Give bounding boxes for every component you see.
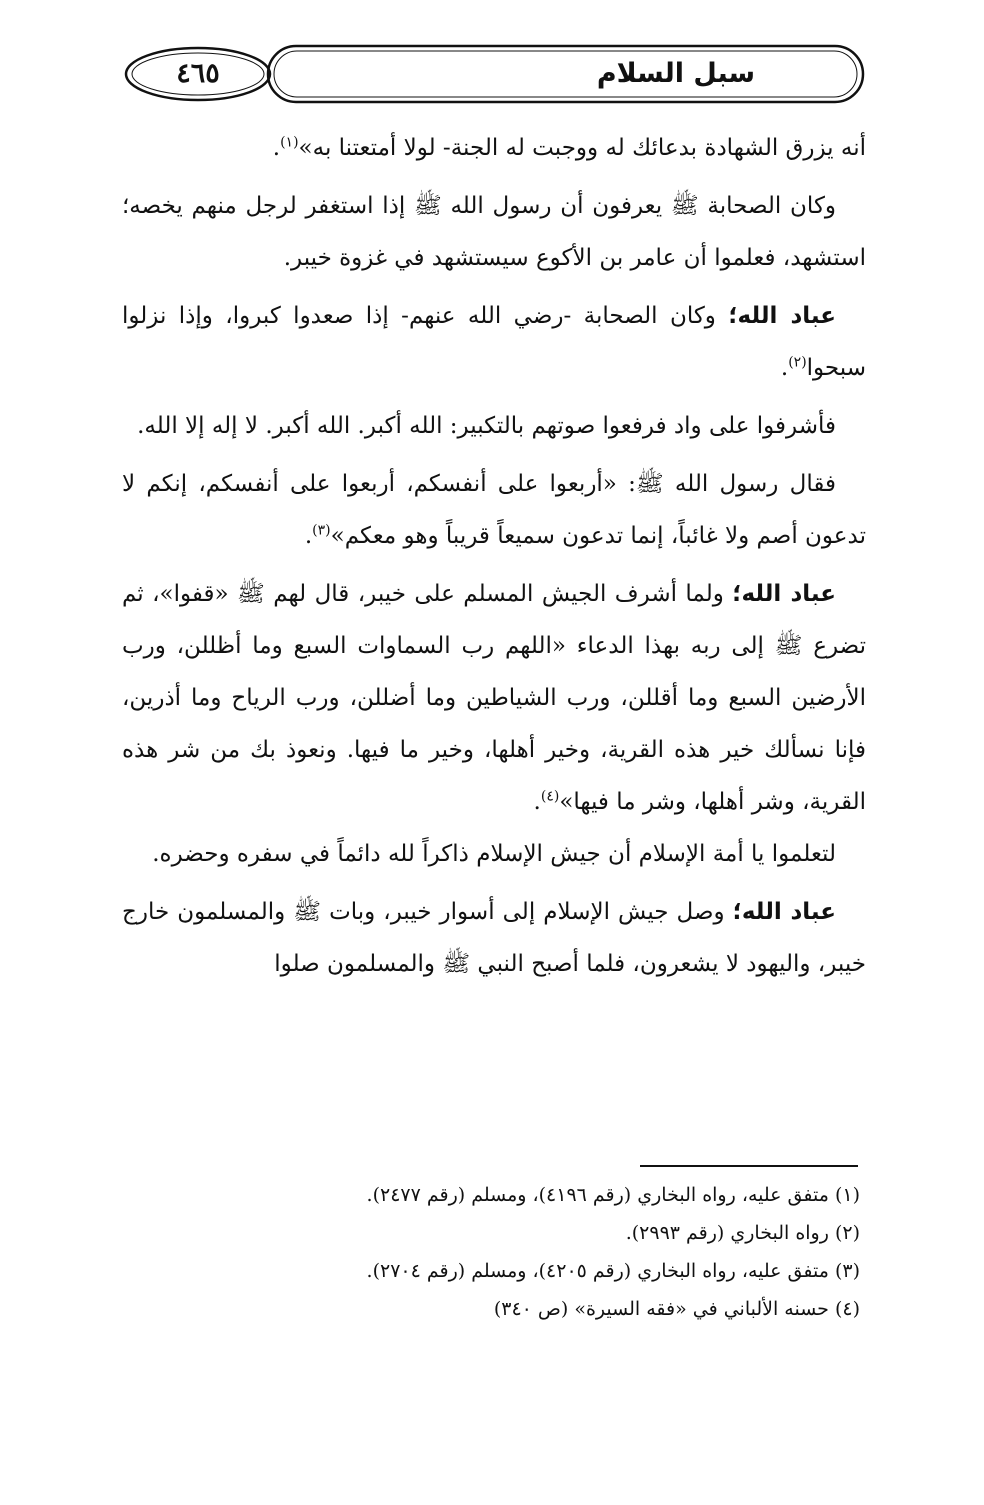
paragraph-5-text: فقال رسول الله ﷺ: «أربعوا على أنفسكم، أربعوا على أنفسكم، إنكم لا تدعون أصم ولا غائباً، إنما تدعون سميعاً قريباً وهو معكم» [122,471,866,549]
paragraph-8 [122,886,866,990]
paragraph-8-lead: عباد الله؛ [732,899,836,925]
paragraph-7 [122,828,866,880]
paragraph-6-end: . [533,789,541,815]
paragraph-7-text: لتعلموا يا أمة الإسلام أن جيش الإسلام ذاكراً لله دائماً في سفره وحضره. [152,841,836,867]
paragraph-2 [122,180,866,284]
paragraph-8-text: وصل جيش الإسلام إلى أسوار خيبر، وبات ﷺ والمسلمون خارج خيبر، واليهود لا يشعرون، فلما أصبح النبي ﷺ والمسلمون صلوا [122,899,866,977]
paragraph-1-text: أنه يزرق الشهادة بدعائك له ووجبت له الجنة- لولا أمتعتنا به» [298,135,866,161]
paragraph-4-text: فأشرفوا على واد فرفعوا صوتهم بالتكبير: الله أكبر. الله أكبر. لا إله إلا الله. [137,413,836,439]
running-title: سبل السلام [596,58,756,89]
paragraph-4 [122,400,866,452]
footnote-divider [640,1165,858,1167]
paragraph-2-text: وكان الصحابة ﷺ يعرفون أن رسول الله ﷺ إذا استغفر لرجل منهم يخصه؛ استشهد، فعلموا أن عامر بن الأكوع سيستشهد في غزوة خيبر. [122,193,866,271]
paragraph-3-text: وكان الصحابة -رضي الله عنهم- إذا صعدوا كبروا، وإذا نزلوا سبحوا [122,303,866,381]
main-text [122,122,866,990]
page-number: ٤٦٥ [176,58,220,89]
footnote-ref-4: (٤) [540,788,560,805]
paragraph-3-lead: عباد الله؛ [728,303,836,329]
footnote-3: (٣) متفق عليه، رواه البخاري (رقم ٤٢٠٥)، ومسلم (رقم ٢٧٠٤). [366,1260,860,1282]
footnote-ref-2: (٢) [788,354,807,371]
footnote-ref-1: (١) [280,134,299,151]
paragraph-6 [122,568,866,828]
paragraph-3-end: . [780,355,789,381]
page-header [118,36,868,112]
paragraph-3 [122,290,866,394]
footnote-ref-3: (٣) [312,522,331,539]
footnote-2: (٢) رواه البخاري (رقم ٢٩٩٣). [625,1222,860,1244]
paragraph-5 [122,458,866,562]
paragraph-5-end: . [304,523,313,549]
footnote-4: (٤) حسنه الألباني في «فقه السيرة» (ص ٣٤٠) [493,1298,860,1320]
footnote-1: (١) متفق عليه، رواه البخاري (رقم ٤١٩٦)، ومسلم (رقم ٢٤٧٧). [366,1184,860,1206]
paragraph-1-end: . [272,135,281,161]
paragraph-1 [122,122,866,174]
footnotes [200,1176,860,1328]
paragraph-6-text: ولما أشرف الجيش المسلم على خيبر، قال لهم ﷺ «قفوا»، ثم تضرع ﷺ إلى ربه بهذا الدعاء «اللهم رب السماوات السبع وما أظللن، ورب الأرضين السبع وما أقللن، ورب الشياطين وما أضللن، ورب الرياح وما أذرين، فإنا نسألك خير هذه القرية، وخير أهلها، وخير ما فيها. ونعوذ بك من شر هذه القرية، وشر أهلها، وشر ما فيها» [122,581,866,815]
paragraph-6-lead: عباد الله؛ [732,581,836,607]
